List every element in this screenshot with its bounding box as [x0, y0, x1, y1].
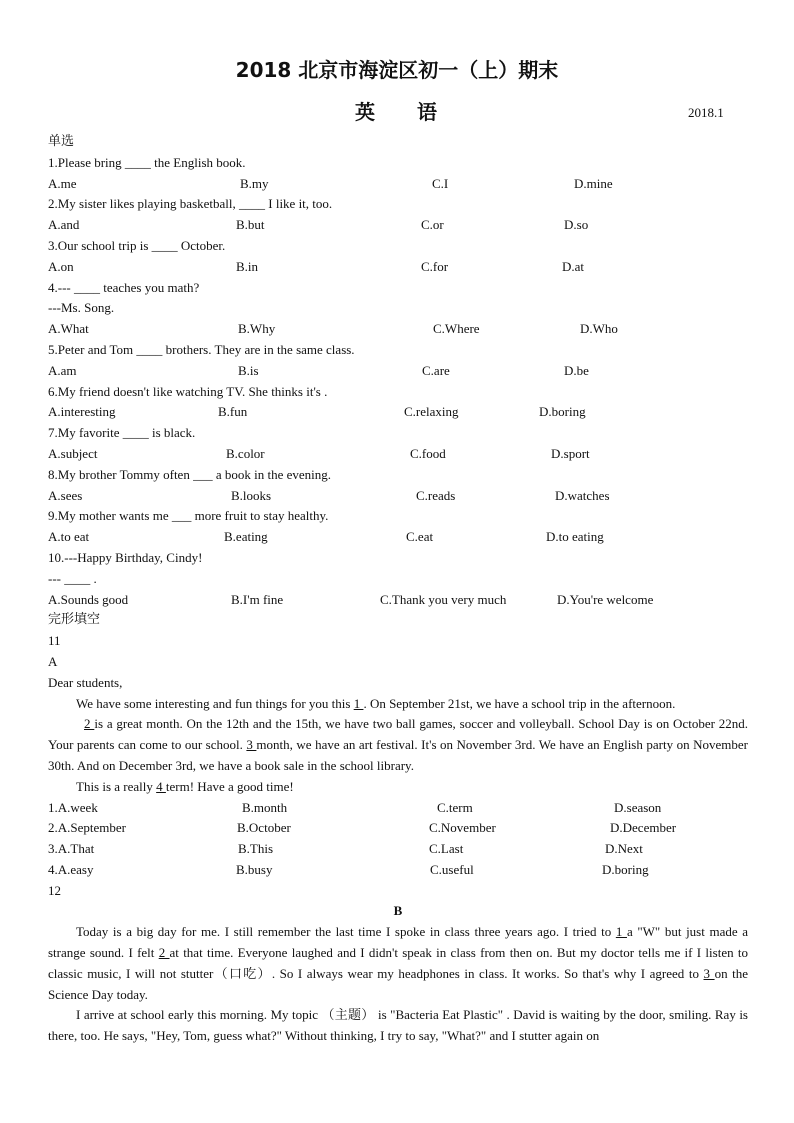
cloze-blank: 3: [703, 965, 715, 981]
options-row: [48, 361, 748, 382]
option: 4.A.easy: [48, 861, 94, 877]
options-row: [48, 527, 748, 548]
question-number: 12: [48, 882, 61, 898]
option: D.at: [562, 258, 585, 274]
options-row: [48, 486, 748, 507]
option: D.to eating: [546, 529, 604, 545]
option: A.subject: [48, 445, 98, 461]
option: A.What: [48, 321, 89, 337]
option: D.so: [564, 217, 589, 233]
option: C.food: [410, 445, 446, 461]
option: C.November: [429, 820, 496, 836]
option: B.looks: [231, 487, 272, 503]
passage-text: at that time. Everyone laughed and I didn't speak in class from then on. But my doctor tells me if I listen to classic music, I will not stutter（口吃）. So I always wear my headphones in class. It works. So that's why I agreed to: [48, 945, 748, 981]
option: 2.A.September: [48, 820, 126, 836]
option: C.Thank you very much: [380, 591, 507, 607]
option: D.boring: [602, 861, 649, 877]
option: B.October: [237, 820, 291, 836]
option: B.in: [236, 258, 259, 274]
exam-content: [48, 132, 748, 1047]
option: C.are: [422, 362, 450, 378]
cloze-blank: 1: [353, 695, 364, 711]
passage-text: on the Science Day today.: [48, 965, 749, 1002]
question-stem: 5.Peter and Tom ____ brothers. They are in the same class.: [48, 341, 355, 357]
option: C.Where: [433, 321, 480, 337]
option: A.am: [48, 362, 77, 378]
option: B.eating: [224, 529, 268, 545]
question-stem: 10.---Happy Birthday, Cindy!: [48, 549, 203, 565]
option: C.term: [437, 799, 473, 815]
passage-text: Today is a big day for me. I still remember the last time I spoke in class three years ago. I tried to: [76, 924, 616, 940]
question-stem: 9.My mother wants me ___ more fruit to stay healthy.: [48, 508, 329, 524]
option: D.sport: [551, 445, 590, 461]
option: B.Why: [238, 321, 276, 337]
options-row: [48, 257, 748, 278]
cloze-blank: 1: [615, 924, 627, 940]
options-row: [48, 818, 748, 839]
passage-letter: B: [393, 903, 403, 919]
option: B.fun: [218, 404, 248, 420]
option: D.Next: [605, 841, 643, 857]
option: C.for: [421, 258, 449, 274]
passage-paragraph: [48, 922, 748, 1005]
option: 3.A.That: [48, 841, 95, 857]
question-stem-answer: ---Ms. Song.: [48, 300, 115, 316]
passage-text: We have some interesting and fun things for you this: [76, 695, 354, 711]
letter-greeting: Dear students,: [48, 674, 123, 690]
options-row: [48, 402, 748, 423]
option: C.useful: [430, 861, 474, 877]
section-heading-cloze: 完形填空: [48, 612, 101, 628]
options-row: [48, 444, 748, 465]
option: A.on: [48, 258, 74, 274]
option: D.December: [610, 820, 677, 836]
option: A.and: [48, 217, 80, 233]
option: C.reads: [416, 487, 456, 503]
question-stem: 2.My sister likes playing basketball, ____ I like it, too.: [48, 196, 333, 212]
option: A.Sounds good: [48, 591, 129, 607]
passage-text: month, we have an art festival. It's on November 3rd. We have an English party on November 30th. And on December 3rd, we have a book sale in the school library.: [48, 737, 748, 773]
option: C.or: [421, 217, 444, 233]
question-stem: 6.My friend doesn't like watching TV. She thinks it's .: [48, 383, 328, 399]
option: 1.A.week: [48, 799, 98, 815]
passage-text: . On September 21st, we have a school trip in the afternoon.: [363, 695, 676, 711]
options-row: [48, 860, 748, 881]
option: B.busy: [236, 861, 273, 877]
question-number: 11: [48, 633, 61, 649]
section-heading-single-choice: 单选: [48, 134, 75, 149]
option: A.interesting: [48, 404, 116, 420]
option: B.my: [240, 175, 269, 191]
passage-text: is a great month. On the 12th and the 15th, we have two ball games, soccer and volleyball. School Day is on October 22nd. Your parents can come to our school.: [48, 716, 748, 753]
options-row: [48, 798, 748, 819]
options-row: [48, 215, 748, 236]
option: D.mine: [574, 175, 613, 191]
exam-title: 2018 北京市海淀区初一（上）期末: [235, 58, 559, 82]
cloze-blank: 2: [84, 716, 95, 732]
option: A.sees: [48, 487, 83, 503]
option: C.I: [432, 175, 449, 191]
option: B.is: [238, 362, 259, 378]
option: D.You're welcome: [557, 591, 654, 607]
option: D.watches: [555, 487, 610, 503]
option: C.Last: [429, 841, 464, 857]
option: D.boring: [539, 404, 586, 420]
subject-char-1: 英: [355, 100, 375, 124]
passage-paragraph: [48, 714, 748, 776]
option: C.relaxing: [404, 404, 459, 420]
option: A.me: [48, 175, 77, 191]
options-row: [48, 319, 748, 340]
question-stem: 7.My favorite ____ is black.: [48, 425, 196, 441]
passage-letter: A: [48, 653, 58, 669]
passage-text: a "W" but just made a strange sound. I felt: [48, 924, 749, 961]
passage-text: term! Have a good time!: [165, 778, 294, 794]
question-stem: 4.--- ____ teaches you math?: [48, 279, 200, 295]
question-stem: 3.Our school trip is ____ October.: [48, 237, 226, 253]
passage-text: This is a really: [76, 778, 157, 794]
option: B.color: [226, 445, 265, 461]
passage-paragraph: I arrive at school early this morning. My topic （主题） is "Bacteria Eat Plastic" . David is waiting by the door, smiling. Ray is there, too. He says, "Hey, Tom, guess what?" Without thinking, I try to say, "What?" and I stutter again on: [48, 1007, 748, 1044]
option: D.season: [614, 799, 662, 815]
option: D.Who: [580, 321, 618, 337]
subject-title: [355, 96, 455, 125]
exam-date: 2018.1: [688, 105, 724, 120]
option: A.to eat: [48, 529, 90, 545]
options-row: [48, 590, 748, 611]
question-stem: 8.My brother Tommy often ___ a book in the evening.: [48, 466, 331, 482]
option: B.month: [242, 799, 288, 815]
option: C.eat: [406, 529, 434, 545]
cloze-blank: 3: [246, 737, 257, 753]
question-stem: 1.Please bring ____ the English book.: [48, 154, 246, 170]
option: B.but: [236, 217, 265, 233]
options-row: [48, 839, 748, 860]
option: D.be: [564, 362, 589, 378]
cloze-blank: 2: [158, 945, 170, 961]
options-row: [48, 174, 748, 195]
question-stem-answer: --- ____ .: [48, 570, 97, 586]
subject-char-2: 语: [417, 100, 437, 124]
passage-paragraph: [48, 694, 748, 715]
passage-paragraph: [48, 777, 748, 798]
option: B.I'm fine: [231, 591, 284, 607]
option: B.This: [238, 841, 274, 857]
cloze-blank: 4: [156, 778, 166, 794]
